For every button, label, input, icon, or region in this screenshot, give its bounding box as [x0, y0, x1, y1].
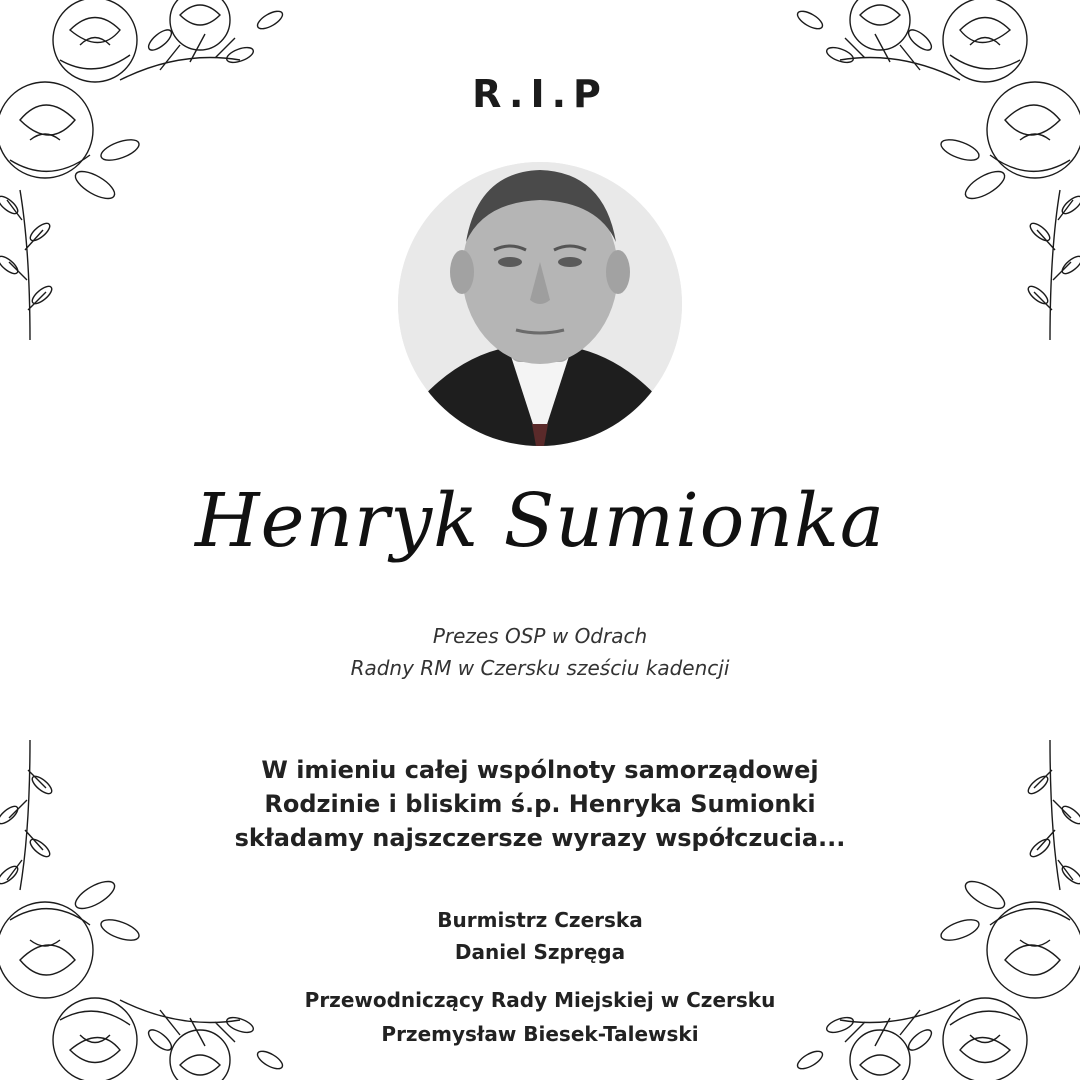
role-line: Radny RM w Czersku sześciu kadencji — [350, 656, 730, 680]
rose-floral-corner-icon — [750, 0, 1080, 360]
condolence-line: Rodzinie i bliskim ś.p. Henryka Sumionki — [264, 790, 816, 818]
condolence-line: W imieniu całej wspólnoty samorządowej — [261, 756, 819, 784]
rose-floral-corner-icon — [0, 0, 330, 360]
signature-title: Burmistrz Czerska — [437, 908, 643, 932]
condolence-line: składamy najszczersze wyrazy współczucia... — [234, 824, 846, 852]
role-line: Prezes OSP w Odrach — [432, 624, 648, 648]
signature-person: Daniel Szpręga — [454, 940, 626, 964]
deceased-name: Henryk Sumionka — [195, 478, 885, 564]
signature-title: Przewodniczący Rady Miejskiej w Czersku — [304, 988, 776, 1012]
rip-heading: R.I.P — [472, 72, 608, 116]
portrait-photo-icon — [398, 162, 682, 446]
signature-person: Przemysław Biesek-Talewski — [381, 1022, 699, 1046]
